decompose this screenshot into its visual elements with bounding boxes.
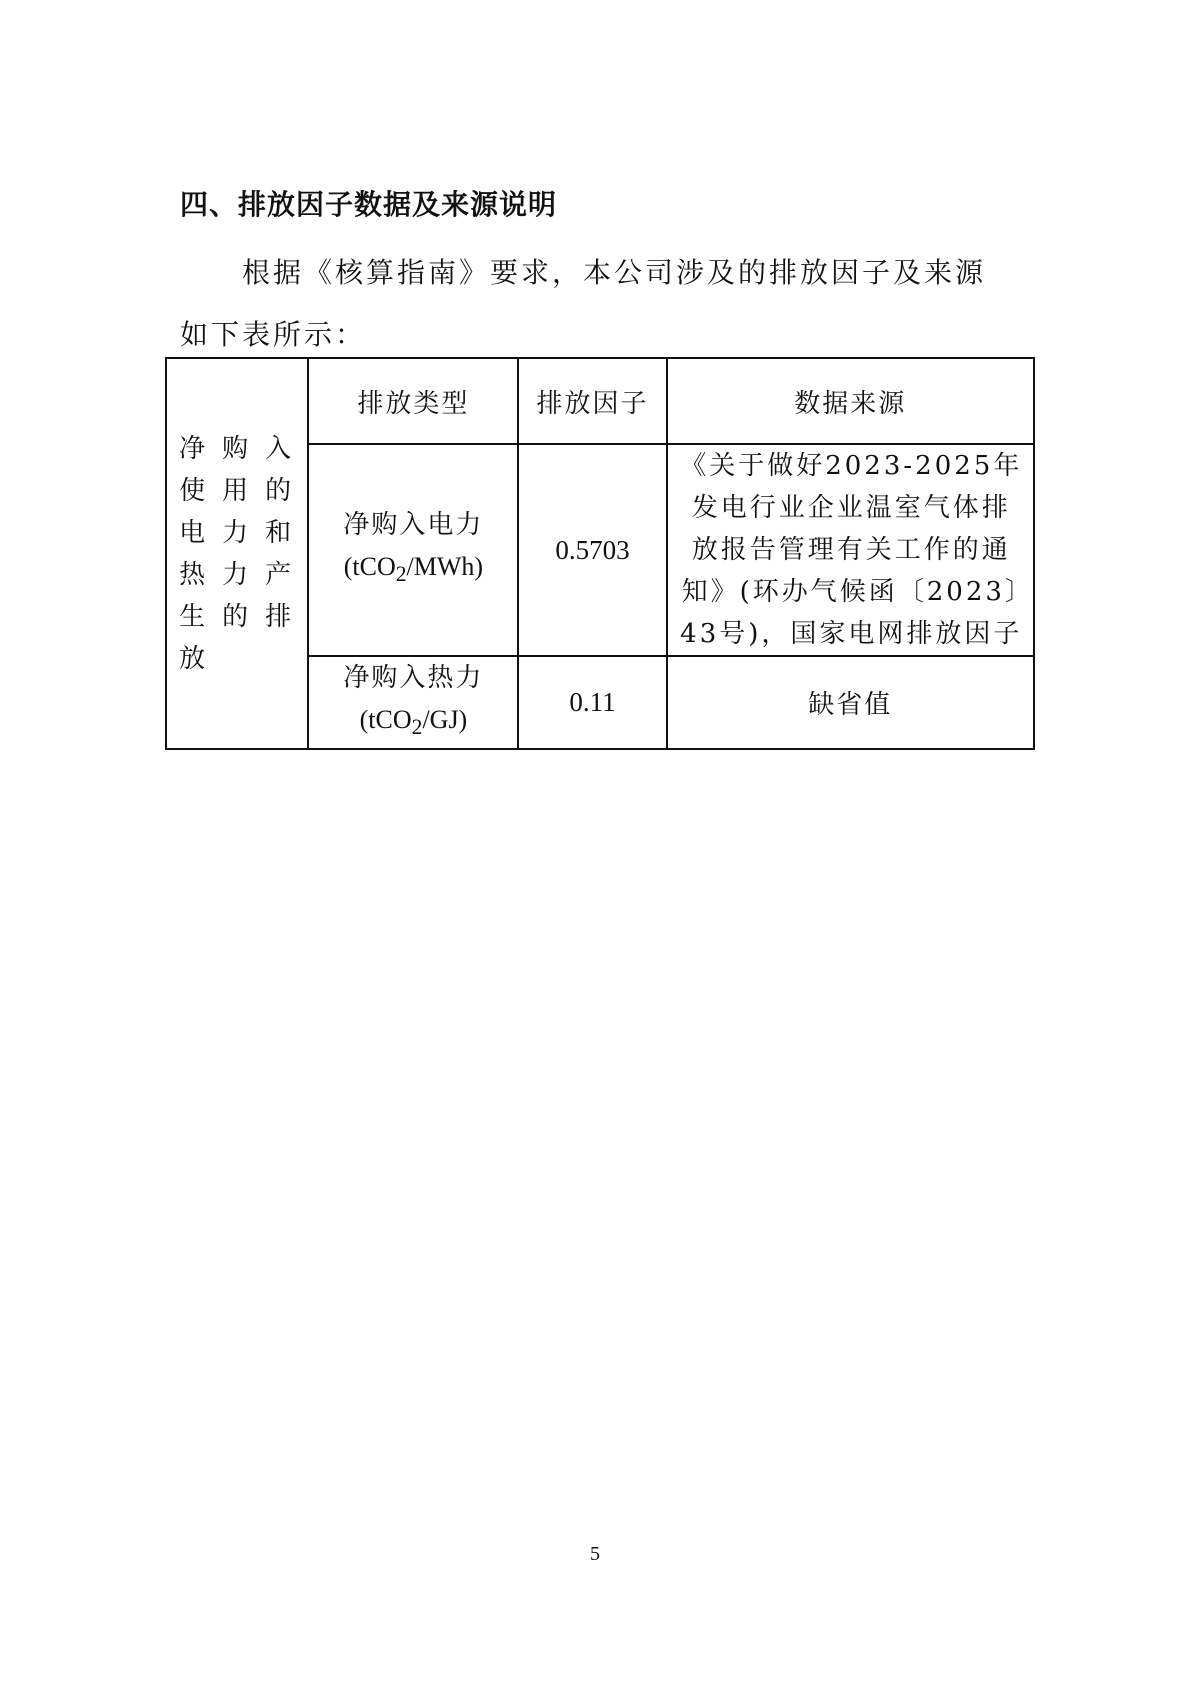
group-label: 净购入使用的电力和热力产生的排放: [179, 433, 296, 674]
intro-paragraph: 根据《核算指南》要求，本公司涉及的排放因子及来源如下表所示：: [180, 256, 987, 351]
group-cell: [166, 358, 308, 749]
emission-factor-table: [165, 357, 1035, 750]
table-header-row: [166, 358, 1034, 444]
header-type: 排放类型: [308, 358, 518, 444]
section-heading: 四、排放因子数据及来源说明: [180, 188, 558, 221]
factor-value: 0.11: [518, 656, 666, 749]
source-text: 缺省值: [667, 656, 1034, 749]
type-cell: [308, 444, 518, 656]
type-unit: (tCO$_2$/MWh): [343, 552, 484, 587]
source-text: 《关于做好2023-2025年发电行业企业温室气体排放报告管理有关工作的通知》(环办气候函〔2023〕43号)，国家电网排放因子: [667, 444, 1034, 656]
header-factor: 排放因子: [518, 358, 666, 444]
type-unit: (tCO$_2$/GJ): [359, 705, 468, 740]
page-number: 5: [590, 1543, 600, 1565]
type-cell: [308, 656, 518, 749]
type-name: 净购入电力: [343, 510, 484, 541]
type-name: 净购入热力: [343, 663, 484, 693]
factor-value: 0.5703: [518, 444, 666, 656]
header-source: 数据来源: [667, 358, 1034, 444]
